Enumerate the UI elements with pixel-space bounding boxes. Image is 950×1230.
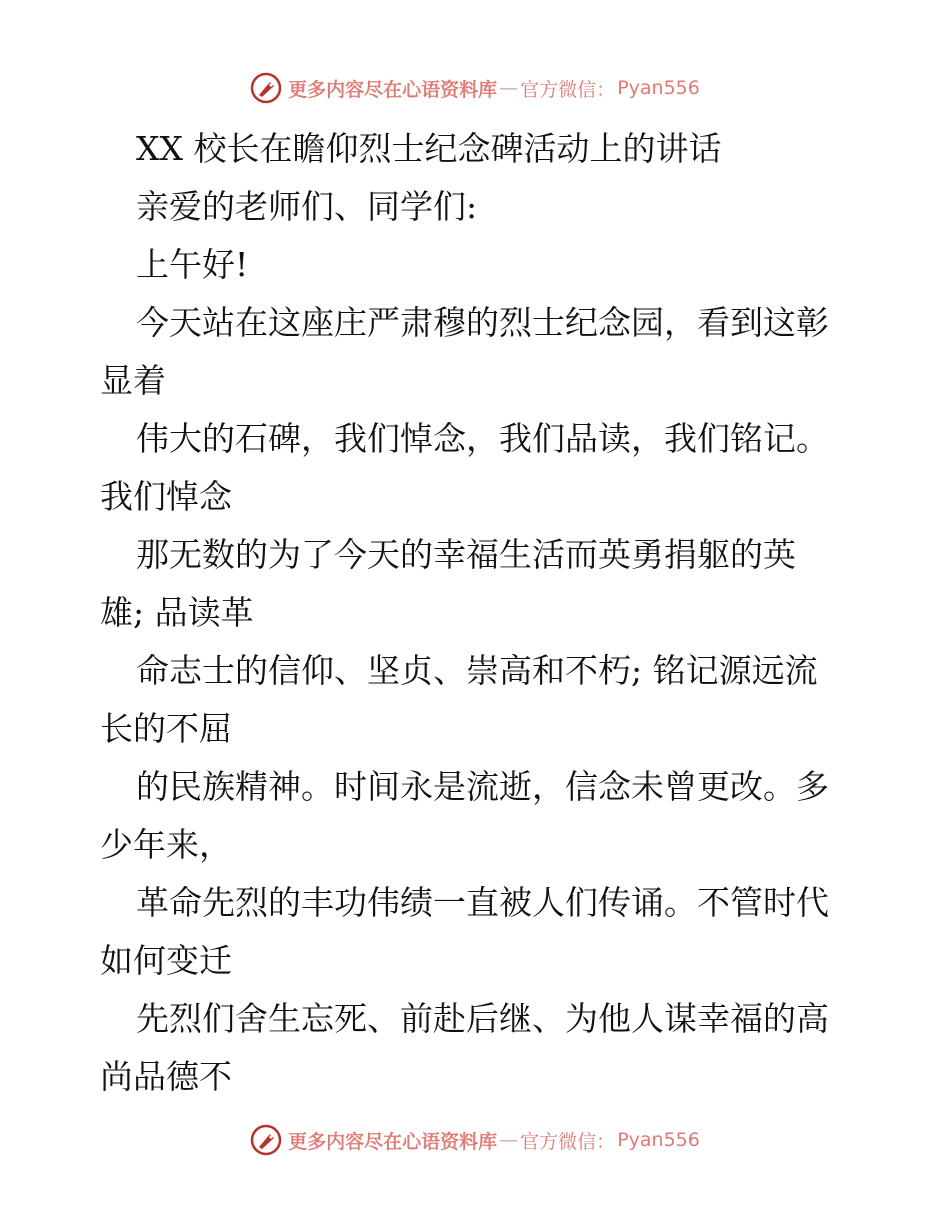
- body-line: 命志士的信仰、坚贞、崇高和不朽; 铭记源远流: [136, 651, 818, 690]
- banner-wechat-label: 官方微信：: [520, 78, 616, 101]
- greeting: 上午好!: [136, 245, 249, 284]
- banner-site-text: 更多内容尽在心语资料库: [288, 1130, 498, 1153]
- body-line: 雄; 品读革: [100, 593, 254, 632]
- banner-wechat-id: Pyan556: [617, 1129, 700, 1151]
- body-line: 尚品德不: [100, 1057, 232, 1096]
- body-line: 今天站在这座庄严肃穆的烈士纪念园，看到这彰: [136, 303, 829, 342]
- body-line: 显着: [100, 361, 166, 400]
- body-line: 长的不屈: [100, 709, 232, 748]
- body-line: 如何变迁: [100, 941, 232, 980]
- banner-wechat-label: 官方微信：: [520, 1130, 616, 1153]
- header-banner: [0, 72, 950, 104]
- banner-dash: —: [499, 1129, 519, 1151]
- pen-nib-logo-icon: [250, 1124, 282, 1156]
- document-title: XX 校长在瞻仰烈士纪念碑活动上的讲话: [136, 129, 722, 168]
- body-line: 先烈们舍生忘死、前赴后继、为他人谋幸福的高: [136, 999, 829, 1038]
- body-line: 我们悼念: [100, 477, 232, 516]
- salutation: 亲爱的老师们、同学们:: [136, 187, 478, 226]
- banner-site-text: 更多内容尽在心语资料库: [288, 78, 498, 101]
- document-body: [100, 120, 860, 1106]
- footer-banner: [0, 1124, 950, 1156]
- body-line: 那无数的为了今天的幸福生活而英勇捐躯的英: [136, 535, 796, 574]
- pen-nib-logo-icon: [250, 72, 282, 104]
- body-line: 少年来，: [100, 825, 232, 864]
- banner-dash: —: [499, 77, 519, 99]
- banner-wechat-id: Pyan556: [617, 77, 700, 99]
- body-line: 的民族精神。时间永是流逝，信念未曾更改。多: [136, 767, 829, 806]
- body-line: 革命先烈的丰功伟绩一直被人们传诵。不管时代: [136, 883, 829, 922]
- body-line: 伟大的石碑，我们悼念，我们品读，我们铭记。: [136, 419, 829, 458]
